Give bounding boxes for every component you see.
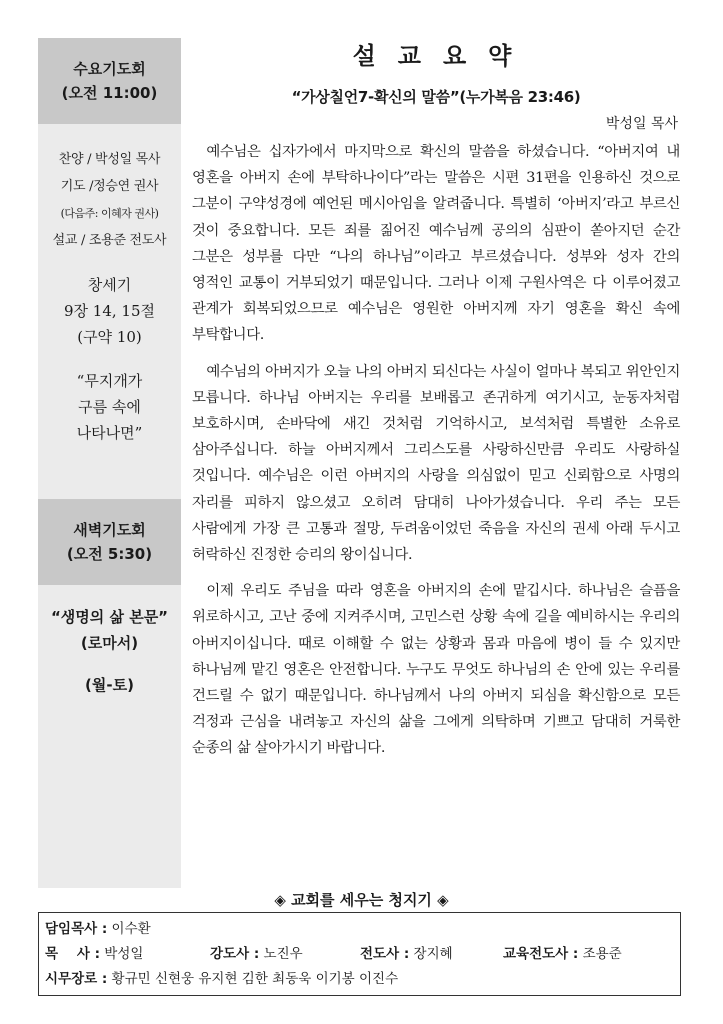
staff-label: 시무장로 : <box>45 971 108 987</box>
sidebar <box>38 38 181 888</box>
wednesday-prayer-time: (오전 11:00) <box>61 84 158 102</box>
dawn-book-title: “생명의 삶 본문” <box>50 608 169 626</box>
sermon-paragraph: 이제 우리도 주님을 따라 영혼을 아버지의 손에 맡깁시다. 하나님은 슬픔을 위로하시고, 고난 중에 지켜주시며, 고민스런 상황 속에 길을 예비하시는 우리의 아버지이십니다. 때로 이해할 수 없는 상황과 몸과 마음에 병이 들 수 있지만 하나님께 맡긴 영혼은 안전합니다. 누구도 무엇도 하나님의 손 안에 있는 우리를 건드릴 수 없기 때문입니다. 하나님께서 나의 아버지 되심을 확신함으로 모든 걱정과 근심을 내려놓고 자신의 삶을 그에게 의탁하며 기쁘고 담대히 거룩한 순종의 삶 살아가시기 바랍니다. <box>192 583 680 757</box>
role-sermon: 설교 / 조용준 전도사 <box>52 233 167 248</box>
dawn-days: (월-토) <box>85 676 134 694</box>
staff-label: 전도사 : <box>360 946 410 962</box>
sermon-paragraph: 예수님은 십자가에서 마지막으로 확신의 말씀을 하셨습니다. “아버지여 내 영혼을 아버지 손에 부탁하나이다”라는 말씀은 시편 31편을 인용하신 것으로 그분이 구약성경에 예언된 메시아임을 알려줍니다. 특별히 ‘아버지’라고 부르신 것이 중요합니다. 모든 죄를 짊어진 예수님께 공의의 심판이 쏟아지던 순간 그분은 성부를 다만 “나의 하나님”이라고 부르셨습니다. 성부와 성자 간의 영적인 교통이 거부되었기 때문입니다. 그러나 이제 구원사역은 다 이루어졌고 관계가 회복되었으므로 예수님은 영원한 아버지께 자기 영혼을 확신 속에 부탁합니다. <box>192 144 680 344</box>
page-title: 설교요약 <box>352 42 534 70</box>
scripture-page: (구약 10) <box>77 328 142 346</box>
role-prayer: 기도 /정승연 권사 <box>60 179 159 194</box>
staff-row <box>45 917 674 942</box>
scripture-verses: 9장 14, 15절 <box>63 302 155 320</box>
sermon-title-line: 구름 속에 <box>78 398 141 416</box>
staff-label: 목 사 : <box>45 946 100 962</box>
staff-value: 박성일 <box>99 946 144 962</box>
staff-value: 장지혜 <box>409 946 453 962</box>
wednesday-sermon-title <box>38 368 181 446</box>
staff-value: 이수환 <box>107 921 151 937</box>
staff-label: 강도사 : <box>210 946 260 962</box>
staff-list <box>38 912 681 996</box>
role-praise: 찬양 / 박성일 목사 <box>58 152 161 167</box>
sermon-summary <box>192 38 680 772</box>
staff-row <box>45 942 674 967</box>
sermon-body <box>192 139 680 762</box>
role-next-week-note: (다음주: 이혜자 권사) <box>60 207 159 220</box>
dawn-book: (로마서) <box>80 634 139 652</box>
sermon-title-line: “무지개가 <box>76 372 143 390</box>
stewards-heading: ◈ 교회를 세우는 청지기 ◈ <box>274 891 449 909</box>
preacher-name: 박성일 목사 <box>605 116 678 132</box>
scripture-book: 창세기 <box>87 276 132 294</box>
wednesday-prayer-header <box>38 38 181 124</box>
staff-value: 황규민 신현웅 유지현 김한 최동욱 이기봉 이진수 <box>107 971 399 987</box>
staff-label: 교육전도사 : <box>503 946 579 962</box>
dawn-prayer-header <box>38 499 181 585</box>
scripture-reference <box>38 272 181 350</box>
dawn-prayer-time: (오전 5:30) <box>66 545 153 563</box>
sermon-title-line: 나타나면” <box>76 424 143 442</box>
wednesday-prayer-title: 수요기도회 <box>73 60 146 78</box>
dawn-prayer-details <box>38 604 181 698</box>
sermon-paragraph: 예수님의 아버지가 오늘 나의 아버지 되신다는 사실이 얼마나 복되고 위안인지 모릅니다. 하나님 아버지는 우리를 보배롭고 존귀하게 여기시고, 눈동자처럼 보호하시며, 손바닥에 새긴 것처럼 기억하시고, 보석처럼 특별한 소유로 삼아주십니다. 하늘 아버지께서 그리스도를 사랑하신만큼 우리도 사랑하실 것입니다. 예수님은 이런 아버지의 사랑을 의심없이 믿고 신뢰함으로 사명의 자리를 피하지 않으셨고 오히려 담대히 나아가셨습니다. 우리 주는 모든 사람에게 가장 큰 고통과 절망, 두려움이었던 죽음을 자신의 권세 아래 두시고 허락하신 진정한 승리의 왕이십니다. <box>192 363 680 564</box>
staff-row <box>45 967 674 992</box>
staff-label: 담임목사 : <box>45 921 108 937</box>
staff-value: 조용준 <box>578 946 622 962</box>
sermon-subtitle: “가상칠언7-확신의 말씀”(누가복음 23:46) <box>291 88 581 106</box>
staff-value: 노진우 <box>259 946 303 962</box>
dawn-prayer-title: 새벽기도회 <box>73 521 146 539</box>
wednesday-prayer-details <box>38 146 181 446</box>
